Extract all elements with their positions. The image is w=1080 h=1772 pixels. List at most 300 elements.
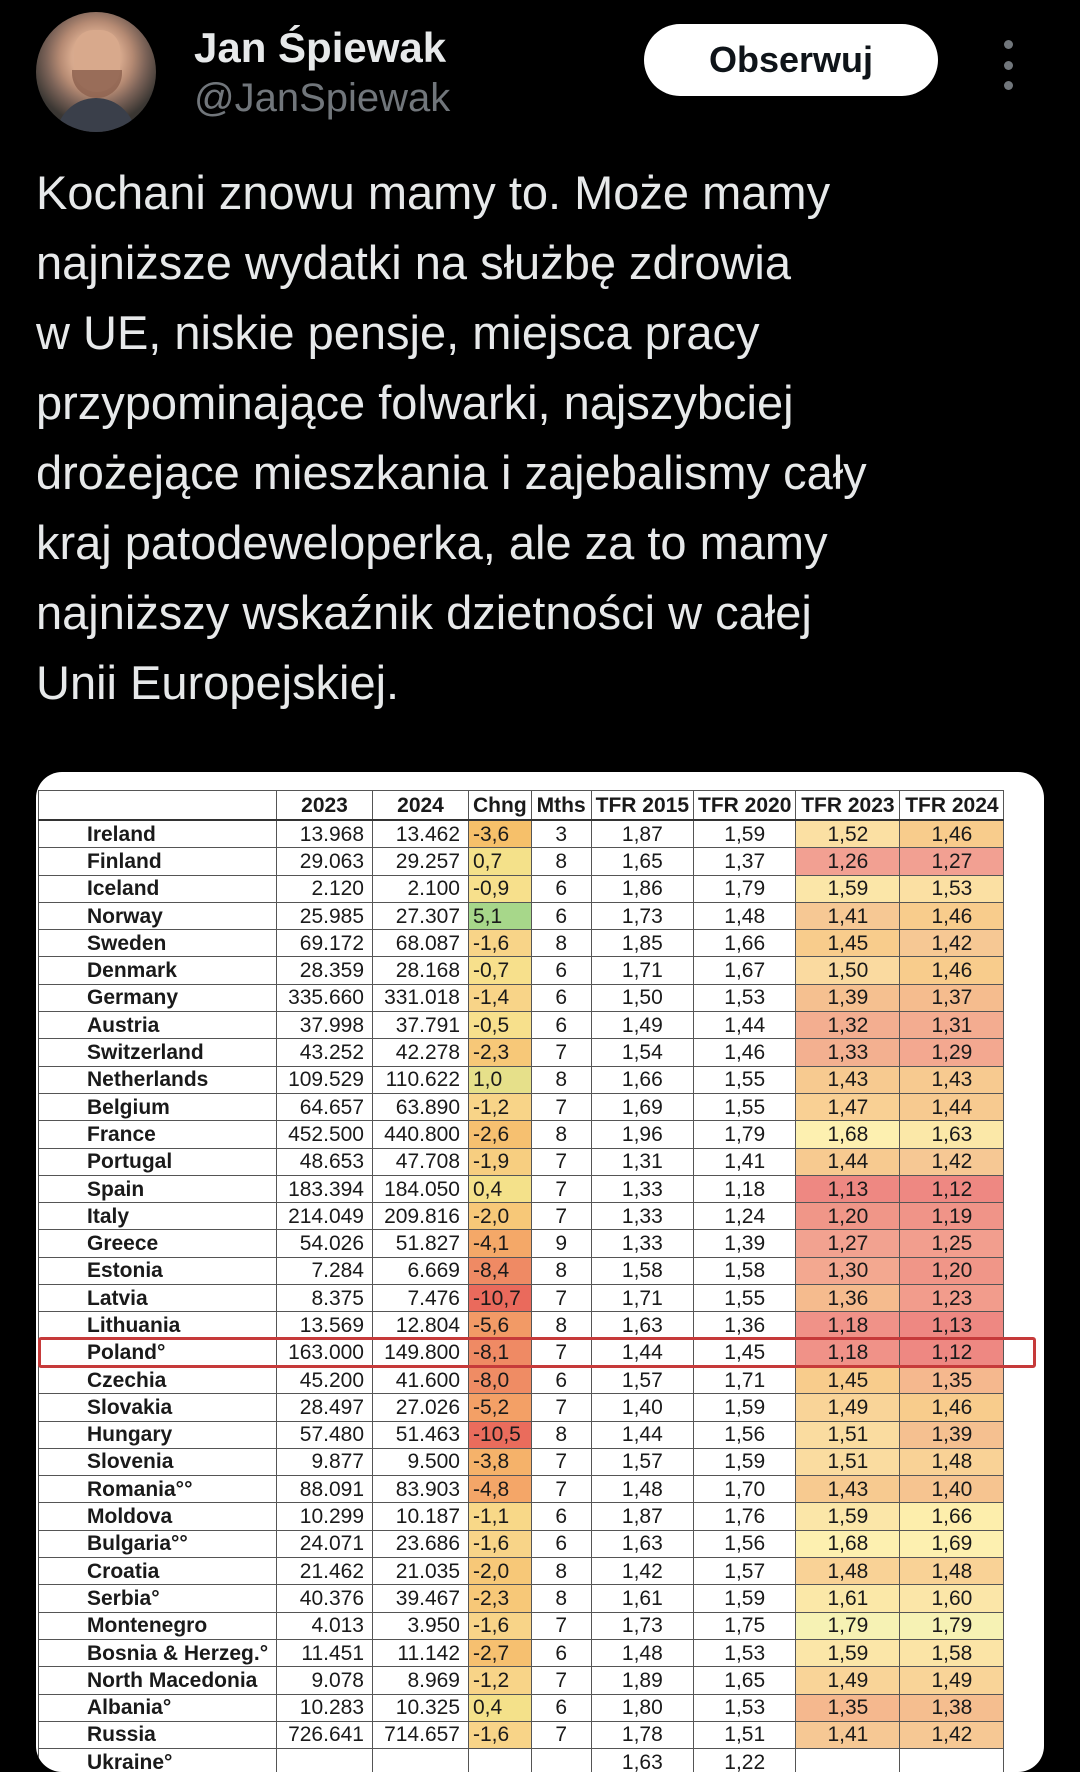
table-body bbox=[39, 820, 1004, 1772]
cell-mths: 8 bbox=[531, 848, 591, 875]
header-cell: TFR 2023 bbox=[796, 791, 900, 821]
cell-tfr2023: 1,18 bbox=[796, 1339, 900, 1366]
cell-country: Czechia bbox=[39, 1366, 277, 1393]
cell-tfr2015: 1,71 bbox=[591, 1285, 693, 1312]
cell-tfr2023: 1,45 bbox=[796, 1366, 900, 1393]
cell-tfr2023: 1,59 bbox=[796, 875, 900, 902]
cell-tfr2023: 1,41 bbox=[796, 902, 900, 929]
cell-country: Denmark bbox=[39, 957, 277, 984]
cell-y2023: 7.284 bbox=[277, 1257, 373, 1284]
cell-tfr2023: 1,33 bbox=[796, 1039, 900, 1066]
cell-tfr2020: 1,53 bbox=[694, 1694, 796, 1721]
cell-tfr2023: 1,26 bbox=[796, 848, 900, 875]
cell-tfr2015: 1,80 bbox=[591, 1694, 693, 1721]
table-row bbox=[39, 1312, 1004, 1339]
cell-tfr2015: 1,57 bbox=[591, 1366, 693, 1393]
cell-tfr2015: 1,96 bbox=[591, 1121, 693, 1148]
cell-mths: 7 bbox=[531, 1039, 591, 1066]
cell-mths: 8 bbox=[531, 1558, 591, 1585]
cell-tfr2024: 1,44 bbox=[900, 1093, 1004, 1120]
cell-tfr2015: 1,73 bbox=[591, 1612, 693, 1639]
cell-chng: -3,8 bbox=[469, 1448, 532, 1475]
cell-y2024: 27.307 bbox=[373, 902, 469, 929]
cell-country: Iceland bbox=[39, 875, 277, 902]
table-row bbox=[39, 820, 1004, 848]
cell-tfr2024: 1,66 bbox=[900, 1503, 1004, 1530]
header-cell: TFR 2015 bbox=[591, 791, 693, 821]
cell-y2024: 27.026 bbox=[373, 1394, 469, 1421]
cell-y2024: 110.622 bbox=[373, 1066, 469, 1093]
cell-mths: 6 bbox=[531, 875, 591, 902]
cell-tfr2024: 1,37 bbox=[900, 984, 1004, 1011]
cell-y2024: 184.050 bbox=[373, 1175, 469, 1202]
more-vertical-icon[interactable] bbox=[996, 40, 1020, 90]
cell-country: Poland° bbox=[39, 1339, 277, 1366]
cell-mths: 7 bbox=[531, 1667, 591, 1694]
cell-y2023: 54.026 bbox=[277, 1230, 373, 1257]
cell-y2023: 11.451 bbox=[277, 1639, 373, 1666]
cell-y2023: 4.013 bbox=[277, 1612, 373, 1639]
cell-y2024: 83.903 bbox=[373, 1476, 469, 1503]
cell-chng: -2,7 bbox=[469, 1639, 532, 1666]
table-row bbox=[39, 1694, 1004, 1721]
cell-tfr2023: 1,49 bbox=[796, 1394, 900, 1421]
more-dot bbox=[1004, 81, 1013, 90]
cell-chng: -3,6 bbox=[469, 820, 532, 848]
cell-mths: 8 bbox=[531, 1312, 591, 1339]
table-row bbox=[39, 1366, 1004, 1393]
cell-y2023: 28.359 bbox=[277, 957, 373, 984]
cell-y2024: 39.467 bbox=[373, 1585, 469, 1612]
cell-tfr2020: 1,59 bbox=[694, 1448, 796, 1475]
cell-tfr2020: 1,51 bbox=[694, 1721, 796, 1748]
cell-country: Hungary bbox=[39, 1421, 277, 1448]
cell-tfr2020: 1,57 bbox=[694, 1558, 796, 1585]
table-row bbox=[39, 1093, 1004, 1120]
cell-y2023: 183.394 bbox=[277, 1175, 373, 1202]
cell-mths: 7 bbox=[531, 1612, 591, 1639]
cell-tfr2024: 1,20 bbox=[900, 1257, 1004, 1284]
cell-mths: 6 bbox=[531, 902, 591, 929]
cell-mths: 6 bbox=[531, 1012, 591, 1039]
cell-country: Ireland bbox=[39, 820, 277, 848]
cell-y2024: 13.462 bbox=[373, 820, 469, 848]
cell-y2023 bbox=[277, 1749, 373, 1772]
table-row bbox=[39, 1721, 1004, 1748]
cell-tfr2020: 1,55 bbox=[694, 1285, 796, 1312]
cell-tfr2024: 1,40 bbox=[900, 1476, 1004, 1503]
cell-tfr2020: 1,45 bbox=[694, 1339, 796, 1366]
cell-chng: -2,0 bbox=[469, 1558, 532, 1585]
cell-mths: 6 bbox=[531, 957, 591, 984]
cell-tfr2020: 1,18 bbox=[694, 1175, 796, 1202]
cell-y2024: 6.669 bbox=[373, 1257, 469, 1284]
cell-country: Germany bbox=[39, 984, 277, 1011]
cell-tfr2015: 1,71 bbox=[591, 957, 693, 984]
cell-tfr2020: 1,59 bbox=[694, 1585, 796, 1612]
table-row bbox=[39, 1230, 1004, 1257]
cell-tfr2020: 1,76 bbox=[694, 1503, 796, 1530]
cell-country: Switzerland bbox=[39, 1039, 277, 1066]
cell-mths: 8 bbox=[531, 930, 591, 957]
cell-tfr2020: 1,44 bbox=[694, 1012, 796, 1039]
cell-chng: -0,9 bbox=[469, 875, 532, 902]
cell-country: Serbia° bbox=[39, 1585, 277, 1612]
cell-tfr2024: 1,39 bbox=[900, 1421, 1004, 1448]
table-row bbox=[39, 902, 1004, 929]
cell-y2024: 8.969 bbox=[373, 1667, 469, 1694]
table-row bbox=[39, 957, 1004, 984]
cell-y2023: 29.063 bbox=[277, 848, 373, 875]
cell-tfr2024: 1,46 bbox=[900, 902, 1004, 929]
cell-country: Moldova bbox=[39, 1503, 277, 1530]
cell-country: Norway bbox=[39, 902, 277, 929]
cell-chng bbox=[469, 1749, 532, 1772]
cell-tfr2015: 1,33 bbox=[591, 1230, 693, 1257]
cell-tfr2023: 1,27 bbox=[796, 1230, 900, 1257]
cell-y2023: 9.877 bbox=[277, 1448, 373, 1475]
cell-chng: -2,3 bbox=[469, 1039, 532, 1066]
cell-country: Spain bbox=[39, 1175, 277, 1202]
cell-tfr2023: 1,61 bbox=[796, 1585, 900, 1612]
cell-tfr2015: 1,48 bbox=[591, 1476, 693, 1503]
cell-tfr2020: 1,53 bbox=[694, 1639, 796, 1666]
cell-tfr2020: 1,24 bbox=[694, 1203, 796, 1230]
table-row bbox=[39, 930, 1004, 957]
cell-y2024: 37.791 bbox=[373, 1012, 469, 1039]
cell-mths: 6 bbox=[531, 1530, 591, 1557]
cell-tfr2024: 1,31 bbox=[900, 1012, 1004, 1039]
table-row bbox=[39, 848, 1004, 875]
cell-tfr2015: 1,54 bbox=[591, 1039, 693, 1066]
cell-tfr2020: 1,41 bbox=[694, 1148, 796, 1175]
cell-chng: -1,6 bbox=[469, 1612, 532, 1639]
cell-chng: -1,6 bbox=[469, 1721, 532, 1748]
cell-tfr2015: 1,85 bbox=[591, 930, 693, 957]
cell-tfr2023: 1,51 bbox=[796, 1448, 900, 1475]
cell-tfr2024: 1,46 bbox=[900, 820, 1004, 848]
cell-tfr2024: 1,19 bbox=[900, 1203, 1004, 1230]
avatar[interactable] bbox=[36, 12, 156, 132]
cell-y2024: 331.018 bbox=[373, 984, 469, 1011]
cell-tfr2023: 1,51 bbox=[796, 1421, 900, 1448]
cell-tfr2015: 1,57 bbox=[591, 1448, 693, 1475]
cell-chng: -1,1 bbox=[469, 1503, 532, 1530]
cell-tfr2015: 1,49 bbox=[591, 1012, 693, 1039]
cell-tfr2020: 1,66 bbox=[694, 930, 796, 957]
cell-tfr2015: 1,73 bbox=[591, 902, 693, 929]
cell-y2023: 214.049 bbox=[277, 1203, 373, 1230]
cell-tfr2023: 1,50 bbox=[796, 957, 900, 984]
cell-y2023: 163.000 bbox=[277, 1339, 373, 1366]
cell-y2024: 440.800 bbox=[373, 1121, 469, 1148]
cell-y2024: 47.708 bbox=[373, 1148, 469, 1175]
cell-y2023: 69.172 bbox=[277, 930, 373, 957]
cell-chng: 0,4 bbox=[469, 1175, 532, 1202]
cell-country: Latvia bbox=[39, 1285, 277, 1312]
header-cell: Mths bbox=[531, 791, 591, 821]
cell-tfr2024: 1,35 bbox=[900, 1366, 1004, 1393]
cell-chng: -5,6 bbox=[469, 1312, 532, 1339]
cell-mths: 7 bbox=[531, 1148, 591, 1175]
table-row bbox=[39, 1503, 1004, 1530]
cell-y2023: 10.299 bbox=[277, 1503, 373, 1530]
table-row bbox=[39, 1203, 1004, 1230]
cell-mths: 7 bbox=[531, 1203, 591, 1230]
cell-country: Albania° bbox=[39, 1694, 277, 1721]
cell-tfr2024: 1,25 bbox=[900, 1230, 1004, 1257]
cell-chng: -0,5 bbox=[469, 1012, 532, 1039]
cell-y2024: 7.476 bbox=[373, 1285, 469, 1312]
cell-mths: 7 bbox=[531, 1093, 591, 1120]
cell-country: Italy bbox=[39, 1203, 277, 1230]
cell-country: Austria bbox=[39, 1012, 277, 1039]
cell-country: Slovenia bbox=[39, 1448, 277, 1475]
cell-y2024: 12.804 bbox=[373, 1312, 469, 1339]
cell-tfr2024: 1,38 bbox=[900, 1694, 1004, 1721]
cell-tfr2024: 1,27 bbox=[900, 848, 1004, 875]
cell-tfr2020: 1,79 bbox=[694, 875, 796, 902]
table-row bbox=[39, 875, 1004, 902]
cell-chng: -10,7 bbox=[469, 1285, 532, 1312]
cell-y2023: 24.071 bbox=[277, 1530, 373, 1557]
cell-tfr2020: 1,46 bbox=[694, 1039, 796, 1066]
cell-tfr2015: 1,31 bbox=[591, 1148, 693, 1175]
cell-y2024: 209.816 bbox=[373, 1203, 469, 1230]
cell-chng: -0,7 bbox=[469, 957, 532, 984]
cell-y2023: 21.462 bbox=[277, 1558, 373, 1585]
cell-tfr2020: 1,56 bbox=[694, 1421, 796, 1448]
cell-tfr2015: 1,50 bbox=[591, 984, 693, 1011]
cell-y2023: 13.968 bbox=[277, 820, 373, 848]
cell-tfr2024: 1,60 bbox=[900, 1585, 1004, 1612]
cell-tfr2024: 1,46 bbox=[900, 1394, 1004, 1421]
cell-y2023: 109.529 bbox=[277, 1066, 373, 1093]
cell-y2024: 714.657 bbox=[373, 1721, 469, 1748]
cell-country: Bulgaria°° bbox=[39, 1530, 277, 1557]
cell-tfr2020: 1,53 bbox=[694, 984, 796, 1011]
cell-y2023: 57.480 bbox=[277, 1421, 373, 1448]
table-row bbox=[39, 1257, 1004, 1284]
cell-tfr2020: 1,22 bbox=[694, 1749, 796, 1772]
cell-country: Montenegro bbox=[39, 1612, 277, 1639]
table-row bbox=[39, 1066, 1004, 1093]
cell-tfr2024: 1,42 bbox=[900, 1721, 1004, 1748]
more-dot bbox=[1004, 40, 1013, 49]
cell-chng: -1,4 bbox=[469, 984, 532, 1011]
cell-tfr2024: 1,46 bbox=[900, 957, 1004, 984]
cell-tfr2023: 1,45 bbox=[796, 930, 900, 957]
cell-chng: 5,1 bbox=[469, 902, 532, 929]
table-row bbox=[39, 1285, 1004, 1312]
cell-mths bbox=[531, 1749, 591, 1772]
cell-tfr2024: 1,53 bbox=[900, 875, 1004, 902]
cell-tfr2015: 1,42 bbox=[591, 1558, 693, 1585]
cell-y2023: 40.376 bbox=[277, 1585, 373, 1612]
cell-country: Bosnia & Herzeg.° bbox=[39, 1639, 277, 1666]
table-row bbox=[39, 1039, 1004, 1066]
cell-tfr2024: 1,42 bbox=[900, 1148, 1004, 1175]
cell-tfr2020: 1,59 bbox=[694, 1394, 796, 1421]
cell-chng: -1,2 bbox=[469, 1667, 532, 1694]
table-row bbox=[39, 1530, 1004, 1557]
cell-y2023: 45.200 bbox=[277, 1366, 373, 1393]
cell-tfr2015: 1,63 bbox=[591, 1312, 693, 1339]
cell-y2023: 28.497 bbox=[277, 1394, 373, 1421]
cell-tfr2020: 1,36 bbox=[694, 1312, 796, 1339]
cell-tfr2024: 1,48 bbox=[900, 1448, 1004, 1475]
cell-y2024: 28.168 bbox=[373, 957, 469, 984]
tweet-image[interactable] bbox=[36, 772, 1044, 1772]
cell-country: France bbox=[39, 1121, 277, 1148]
cell-tfr2023: 1,36 bbox=[796, 1285, 900, 1312]
cell-mths: 7 bbox=[531, 1394, 591, 1421]
cell-tfr2024: 1,49 bbox=[900, 1667, 1004, 1694]
cell-y2023: 88.091 bbox=[277, 1476, 373, 1503]
cell-tfr2015: 1,66 bbox=[591, 1066, 693, 1093]
cell-tfr2024: 1,29 bbox=[900, 1039, 1004, 1066]
cell-mths: 8 bbox=[531, 1257, 591, 1284]
cell-mths: 9 bbox=[531, 1230, 591, 1257]
cell-y2023: 64.657 bbox=[277, 1093, 373, 1120]
cell-mths: 8 bbox=[531, 1066, 591, 1093]
cell-country: Ukraine° bbox=[39, 1749, 277, 1772]
cell-chng: -1,6 bbox=[469, 1530, 532, 1557]
cell-y2024: 41.600 bbox=[373, 1366, 469, 1393]
cell-y2024: 63.890 bbox=[373, 1093, 469, 1120]
cell-tfr2020: 1,75 bbox=[694, 1612, 796, 1639]
cell-y2024: 51.827 bbox=[373, 1230, 469, 1257]
author-handle[interactable]: @JanSpiewak bbox=[194, 76, 451, 120]
cell-y2023: 37.998 bbox=[277, 1012, 373, 1039]
cell-tfr2015: 1,69 bbox=[591, 1093, 693, 1120]
cell-tfr2023: 1,47 bbox=[796, 1093, 900, 1120]
cell-tfr2020: 1,56 bbox=[694, 1530, 796, 1557]
table-row bbox=[39, 1639, 1004, 1666]
table-row bbox=[39, 1749, 1004, 1772]
cell-tfr2015: 1,87 bbox=[591, 820, 693, 848]
cell-chng: 0,4 bbox=[469, 1694, 532, 1721]
cell-country: Finland bbox=[39, 848, 277, 875]
follow-button[interactable]: Obserwuj bbox=[644, 24, 938, 96]
table-row bbox=[39, 1421, 1004, 1448]
cell-tfr2024: 1,58 bbox=[900, 1639, 1004, 1666]
avatar-shirt bbox=[56, 98, 136, 132]
cell-y2023: 25.985 bbox=[277, 902, 373, 929]
cell-mths: 6 bbox=[531, 1694, 591, 1721]
cell-tfr2020: 1,71 bbox=[694, 1366, 796, 1393]
tweet-header bbox=[36, 12, 1046, 132]
cell-tfr2015: 1,48 bbox=[591, 1639, 693, 1666]
cell-tfr2023: 1,68 bbox=[796, 1121, 900, 1148]
cell-tfr2024: 1,63 bbox=[900, 1121, 1004, 1148]
cell-tfr2023: 1,44 bbox=[796, 1148, 900, 1175]
table-header-row bbox=[39, 791, 1004, 821]
table-row bbox=[39, 1121, 1004, 1148]
cell-chng: -1,6 bbox=[469, 930, 532, 957]
tweet-text: Kochani znowu mamy to. Może mamy najniższe wydatki na służbę zdrowia w UE, niskie pensje, miejsca pracy przypominające folwarki, najszybciej drożejące mieszkania i zajebalismy cały kraj patodeweloperka, ale za to mamy najniższy wskaźnik dzietności w całej Unii Europejskiej. bbox=[36, 166, 867, 709]
cell-tfr2015: 1,78 bbox=[591, 1721, 693, 1748]
cell-y2023: 452.500 bbox=[277, 1121, 373, 1148]
cell-tfr2023: 1,18 bbox=[796, 1312, 900, 1339]
table-row bbox=[39, 1148, 1004, 1175]
cell-tfr2023: 1,32 bbox=[796, 1012, 900, 1039]
author-name[interactable]: Jan Śpiewak bbox=[194, 24, 447, 71]
cell-tfr2020: 1,70 bbox=[694, 1476, 796, 1503]
cell-mths: 6 bbox=[531, 984, 591, 1011]
cell-tfr2015: 1,63 bbox=[591, 1530, 693, 1557]
cell-mths: 7 bbox=[531, 1285, 591, 1312]
cell-tfr2015: 1,89 bbox=[591, 1667, 693, 1694]
cell-chng: -8,0 bbox=[469, 1366, 532, 1393]
cell-mths: 6 bbox=[531, 1503, 591, 1530]
cell-mths: 8 bbox=[531, 1121, 591, 1148]
cell-tfr2020: 1,67 bbox=[694, 957, 796, 984]
cell-mths: 7 bbox=[531, 1721, 591, 1748]
cell-y2024: 3.950 bbox=[373, 1612, 469, 1639]
cell-y2023: 726.641 bbox=[277, 1721, 373, 1748]
cell-tfr2024: 1,13 bbox=[900, 1312, 1004, 1339]
cell-country: Slovakia bbox=[39, 1394, 277, 1421]
cell-country: Greece bbox=[39, 1230, 277, 1257]
header-cell bbox=[39, 791, 277, 821]
cell-mths: 6 bbox=[531, 1639, 591, 1666]
cell-mths: 6 bbox=[531, 1366, 591, 1393]
cell-y2024: 10.187 bbox=[373, 1503, 469, 1530]
cell-tfr2015: 1,63 bbox=[591, 1749, 693, 1772]
cell-mths: 8 bbox=[531, 1585, 591, 1612]
cell-tfr2023: 1,39 bbox=[796, 984, 900, 1011]
header-cell: TFR 2020 bbox=[694, 791, 796, 821]
table-row bbox=[39, 1012, 1004, 1039]
cell-tfr2024: 1,69 bbox=[900, 1530, 1004, 1557]
cell-mths: 7 bbox=[531, 1339, 591, 1366]
cell-tfr2020: 1,48 bbox=[694, 902, 796, 929]
cell-chng: -2,6 bbox=[469, 1121, 532, 1148]
cell-chng: -8,4 bbox=[469, 1257, 532, 1284]
cell-country: Netherlands bbox=[39, 1066, 277, 1093]
cell-chng: -4,1 bbox=[469, 1230, 532, 1257]
cell-y2024: 10.325 bbox=[373, 1694, 469, 1721]
cell-y2024: 51.463 bbox=[373, 1421, 469, 1448]
cell-tfr2015: 1,86 bbox=[591, 875, 693, 902]
cell-tfr2023: 1,30 bbox=[796, 1257, 900, 1284]
table-row bbox=[39, 1585, 1004, 1612]
fertility-table bbox=[38, 790, 1004, 1772]
cell-tfr2015: 1,40 bbox=[591, 1394, 693, 1421]
cell-y2023: 9.078 bbox=[277, 1667, 373, 1694]
cell-tfr2023: 1,43 bbox=[796, 1066, 900, 1093]
cell-tfr2024: 1,23 bbox=[900, 1285, 1004, 1312]
avatar-beard bbox=[72, 70, 122, 98]
cell-tfr2023: 1,41 bbox=[796, 1721, 900, 1748]
cell-country: Sweden bbox=[39, 930, 277, 957]
cell-tfr2020: 1,58 bbox=[694, 1257, 796, 1284]
table-row bbox=[39, 1394, 1004, 1421]
cell-tfr2023 bbox=[796, 1749, 900, 1772]
cell-y2024: 21.035 bbox=[373, 1558, 469, 1585]
cell-mths: 8 bbox=[531, 1421, 591, 1448]
cell-country: Estonia bbox=[39, 1257, 277, 1284]
cell-tfr2015: 1,33 bbox=[591, 1175, 693, 1202]
cell-y2024: 149.800 bbox=[373, 1339, 469, 1366]
cell-y2024: 9.500 bbox=[373, 1448, 469, 1475]
cell-y2024 bbox=[373, 1749, 469, 1772]
header-cell: 2024 bbox=[373, 791, 469, 821]
cell-tfr2023: 1,59 bbox=[796, 1639, 900, 1666]
cell-chng: -2,0 bbox=[469, 1203, 532, 1230]
cell-tfr2024: 1,79 bbox=[900, 1612, 1004, 1639]
